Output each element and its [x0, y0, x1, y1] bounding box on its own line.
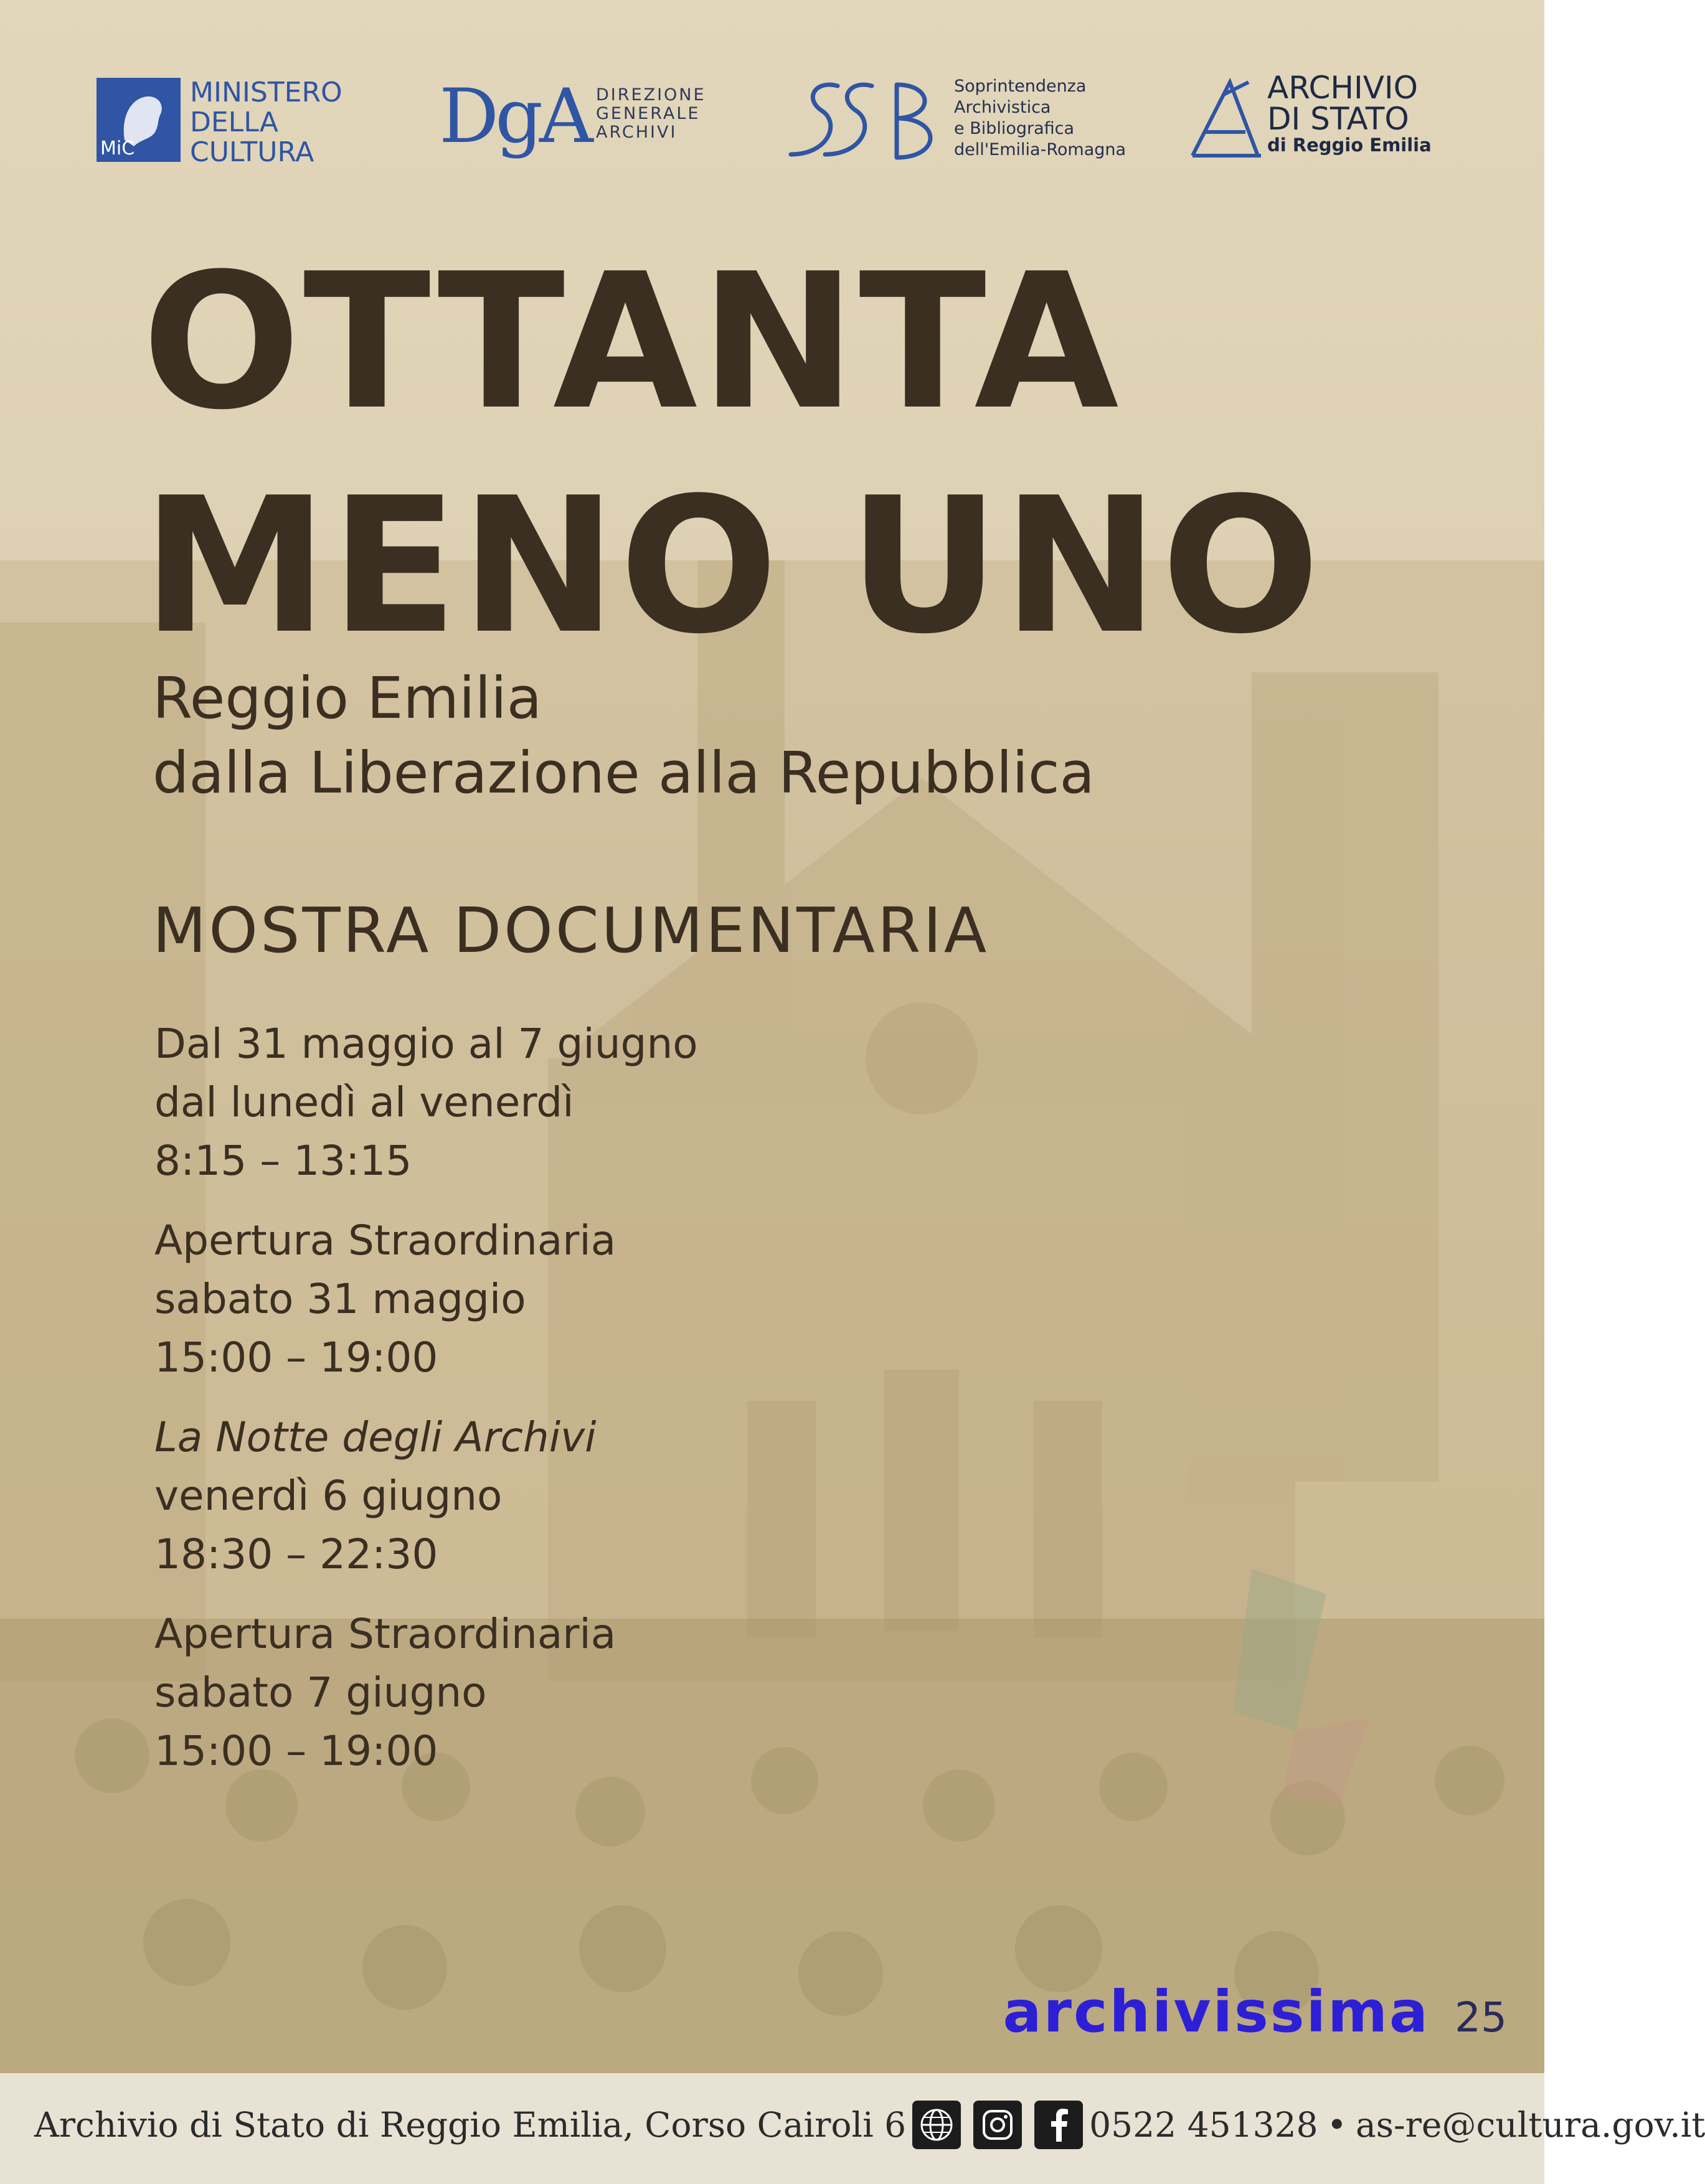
logo-soprintendenza: [778, 73, 1152, 167]
footer: [0, 2073, 1705, 2184]
schedule-event-date: venerdì 6 giugno: [154, 1472, 503, 1520]
instagram-icon[interactable]: [973, 2101, 1022, 2149]
schedule-block-regular: [154, 1015, 1026, 1190]
sab-monogram-icon: [778, 73, 947, 167]
schedule-block-extra-1: [154, 1212, 1026, 1387]
dga-mark: DgA: [439, 73, 590, 160]
title-line-1: OTTANTA: [142, 233, 1122, 451]
dga-line-3: ARCHIVI: [596, 123, 678, 142]
schedule-hours: 8:15 – 13:15: [154, 1137, 412, 1185]
web-icon[interactable]: [912, 2101, 961, 2149]
logo-ministero-della-cultura: [97, 77, 358, 168]
subtitle: [153, 661, 1095, 811]
schedule-event-name: La Notte degli Archivi: [154, 1413, 597, 1461]
facebook-icon[interactable]: [1034, 2101, 1083, 2149]
section-heading: MOSTRA DOCUMENTARIA: [153, 894, 989, 967]
page-title: [142, 230, 1323, 679]
schedule-event-hours: 18:30 – 22:30: [154, 1530, 438, 1578]
schedule-event-date: sabato 7 giugno: [154, 1669, 487, 1716]
mic-line-2: DELLA: [190, 106, 278, 138]
schedule-event-name: Apertura Straordinaria: [154, 1217, 616, 1264]
footer-email[interactable]: as-re@cultura.gov.it: [1356, 2105, 1705, 2145]
sab-line-3: e Bibliografica: [954, 119, 1075, 138]
footer-phone[interactable]: 0522 451328: [1089, 2105, 1318, 2145]
schedule-event-hours: 15:00 – 19:00: [154, 1334, 438, 1381]
mic-line-1: MINISTERO: [190, 77, 342, 108]
schedule: [154, 1015, 1026, 1802]
archivissima-word: archivissima: [1003, 1979, 1430, 2045]
subtitle-line-2: dalla Liberazione alla Repubblica: [153, 740, 1095, 806]
schedule-days: dal lunedì al venerdì: [154, 1078, 574, 1126]
title-line-2: MENO UNO: [142, 458, 1323, 675]
asre-line-2: DI STATO: [1267, 101, 1409, 137]
footer-address: Archivio di Stato di Reggio Emilia, Corso Cairoli 6: [34, 2105, 907, 2145]
logo-archivio-di-stato: [1186, 70, 1460, 169]
logo-direzione-generale-archivi: [439, 73, 732, 167]
mic-line-3: CULTURA: [190, 136, 314, 168]
schedule-event-name: Apertura Straordinaria: [154, 1610, 616, 1658]
schedule-block-notte: [154, 1408, 1026, 1584]
mic-emblem-icon: [97, 78, 181, 162]
dga-line-1: DIREZIONE: [596, 85, 706, 105]
schedule-block-extra-2: [154, 1605, 1026, 1781]
sab-line-2: Archivistica: [954, 98, 1051, 117]
archivissima-logo: [1003, 1979, 1507, 2045]
schedule-event-hours: 15:00 – 19:00: [154, 1727, 438, 1775]
archivissima-year: 25: [1455, 1993, 1507, 2041]
asre-line-1: ARCHIVIO: [1267, 70, 1419, 106]
footer-separator: •: [1326, 2105, 1348, 2145]
dga-line-2: GENERALE: [596, 104, 701, 123]
asre-line-3: di Reggio Emilia: [1267, 134, 1432, 156]
mic-mark: MiC: [100, 138, 135, 159]
sab-line-4: dell'Emilia-Romagna: [954, 140, 1126, 159]
asre-triangle-icon: [1186, 70, 1264, 163]
schedule-dates: Dal 31 maggio al 7 giugno: [154, 1020, 698, 1068]
subtitle-line-1: Reggio Emilia: [153, 665, 542, 732]
schedule-event-date: sabato 31 maggio: [154, 1275, 526, 1323]
sab-line-1: Soprintendenza: [954, 77, 1087, 96]
